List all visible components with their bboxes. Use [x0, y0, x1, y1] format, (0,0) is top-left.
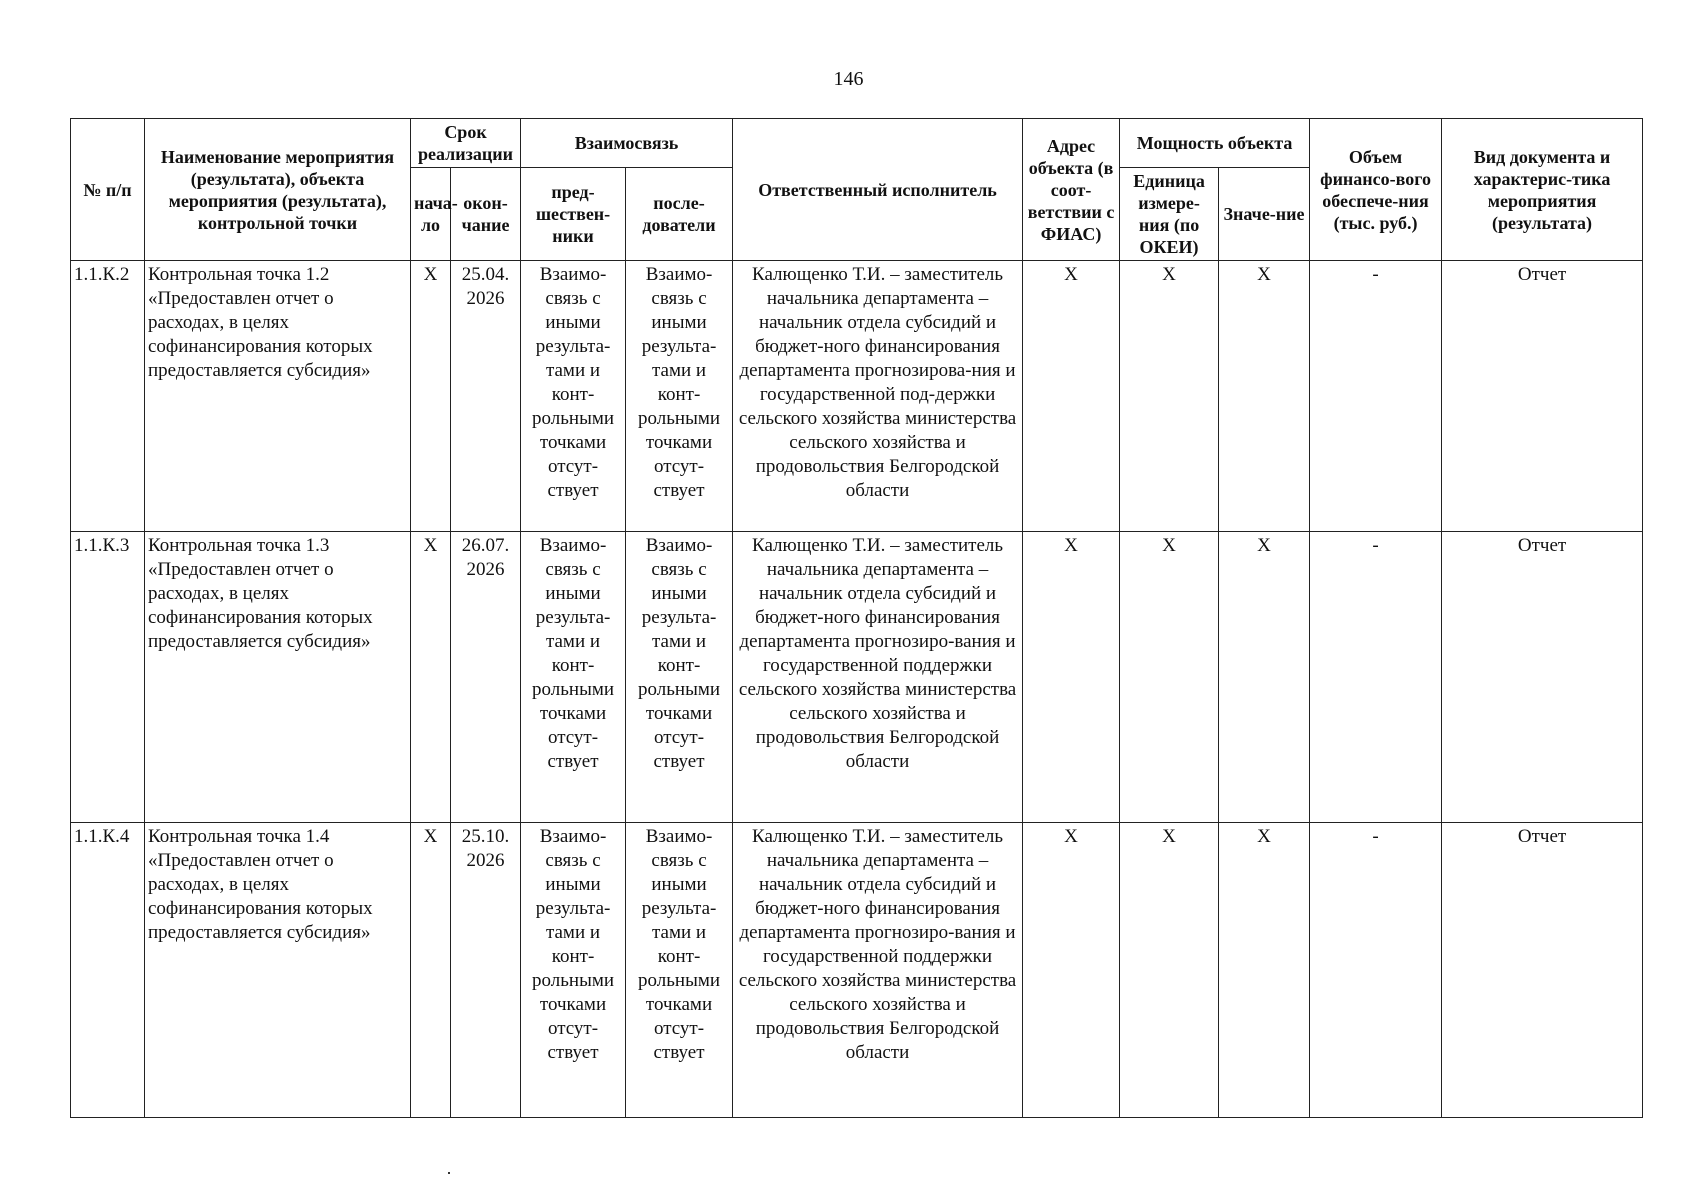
cell-start: Х	[411, 532, 451, 823]
cell-unit: Х	[1120, 532, 1219, 823]
cell-doc: Отчет	[1442, 532, 1643, 823]
header-term-end: окон-чание	[451, 168, 521, 261]
cell-num: 1.1.К.2	[71, 261, 145, 532]
cell-value: Х	[1219, 823, 1310, 1118]
cell-name: Контрольная точка 1.2 «Предоставлен отчет о расходах, в целях софинансирования которых предоставляется субсидия»	[145, 261, 411, 532]
control-points-table	[70, 118, 1643, 1118]
cell-address: Х	[1023, 532, 1120, 823]
table-row	[71, 532, 1643, 823]
header-finance: Объем финансо-вого обеспече-ния (тыс. руб.)	[1310, 119, 1442, 261]
cell-pred: Взаимо-связь с иными результа-тами и конт-рольными точками отсут-ствует	[521, 532, 626, 823]
cell-finance: -	[1310, 261, 1442, 532]
header-address: Адрес объекта (в соот-ветствии с ФИАС)	[1023, 119, 1120, 261]
cell-start: Х	[411, 823, 451, 1118]
cell-value: Х	[1219, 261, 1310, 532]
cell-finance: -	[1310, 823, 1442, 1118]
scan-speck	[448, 1172, 450, 1174]
header-link-succ: после-дователи	[626, 168, 733, 261]
header-link: Взаимосвязь	[521, 119, 733, 168]
header-doc-type: Вид документа и характерис-тика мероприятия (результата)	[1442, 119, 1643, 261]
header-cap-value: Значе-ние	[1219, 168, 1310, 261]
cell-end: 26.07. 2026	[451, 532, 521, 823]
header-link-pred: пред-шествен-ники	[521, 168, 626, 261]
header-cap-unit: Единица измере-ния (по ОКЕИ)	[1120, 168, 1219, 261]
cell-value: Х	[1219, 532, 1310, 823]
cell-finance: -	[1310, 532, 1442, 823]
cell-name: Контрольная точка 1.4 «Предоставлен отчет о расходах, в целях софинансирования которых предоставляется субсидия»	[145, 823, 411, 1118]
table-row	[71, 261, 1643, 532]
cell-succ: Взаимо-связь с иными результа-тами и конт-рольными точками отсут-ствует	[626, 261, 733, 532]
cell-end: 25.10. 2026	[451, 823, 521, 1118]
cell-unit: Х	[1120, 261, 1219, 532]
cell-succ: Взаимо-связь с иными результа-тами и конт-рольными точками отсут-ствует	[626, 532, 733, 823]
cell-num: 1.1.К.3	[71, 532, 145, 823]
header-capacity: Мощность объекта	[1120, 119, 1310, 168]
header-name: Наименование мероприятия (результата), объекта мероприятия (результата), контрольной точки	[145, 119, 411, 261]
cell-address: Х	[1023, 823, 1120, 1118]
cell-responsible: Калющенко Т.И. – заместитель начальника департамента – начальник отдела субсидий и бюджет-ного финансирования департамента прогнозиро-вания и государственной поддержки сельского хозяйства министерства сельского хозяйства и продовольствия Белгородской области	[733, 823, 1023, 1118]
cell-address: Х	[1023, 261, 1120, 532]
cell-responsible: Калющенко Т.И. – заместитель начальника департамента – начальник отдела субсидий и бюджет-ного финансирования департамента прогнозиро-вания и государственной поддержки сельского хозяйства министерства сельского хозяйства и продовольствия Белгородской области	[733, 532, 1023, 823]
table-row	[71, 823, 1643, 1118]
cell-succ: Взаимо-связь с иными результа-тами и конт-рольными точками отсут-ствует	[626, 823, 733, 1118]
header-responsible: Ответственный исполнитель	[733, 119, 1023, 261]
header-term-start: нача-ло	[411, 168, 451, 261]
cell-doc: Отчет	[1442, 261, 1643, 532]
cell-doc: Отчет	[1442, 823, 1643, 1118]
cell-pred: Взаимо-связь с иными результа-тами и конт-рольными точками отсут-ствует	[521, 823, 626, 1118]
cell-start: Х	[411, 261, 451, 532]
cell-name: Контрольная точка 1.3 «Предоставлен отчет о расходах, в целях софинансирования которых предоставляется субсидия»	[145, 532, 411, 823]
header-num: № п/п	[71, 119, 145, 261]
header-term: Срок реализации	[411, 119, 521, 168]
cell-responsible: Калющенко Т.И. – заместитель начальника департамента – начальник отдела субсидий и бюджет-ного финансирования департамента прогнозирова-ния и государственной под-держки сельского хозяйства министерства сельского хозяйства и продовольствия Белгородской области	[733, 261, 1023, 532]
cell-pred: Взаимо-связь с иными результа-тами и конт-рольными точками отсут-ствует	[521, 261, 626, 532]
cell-unit: Х	[1120, 823, 1219, 1118]
cell-num: 1.1.К.4	[71, 823, 145, 1118]
header-row-top	[71, 119, 1643, 168]
page-number: 146	[833, 68, 864, 90]
cell-end: 25.04. 2026	[451, 261, 521, 532]
